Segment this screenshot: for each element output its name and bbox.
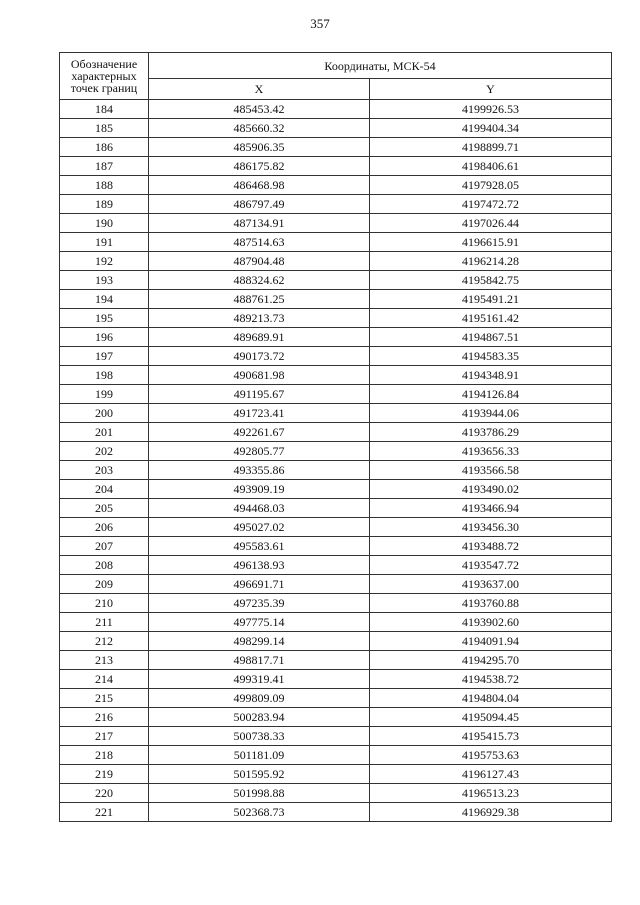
point-number-cell: 190 — [60, 214, 149, 233]
y-coordinate-cell: 4194295.70 — [370, 651, 612, 670]
table-row — [60, 233, 612, 252]
point-number-cell: 197 — [60, 347, 149, 366]
y-coordinate-cell: 4193547.72 — [370, 556, 612, 575]
table-row — [60, 727, 612, 746]
table-row — [60, 765, 612, 784]
y-coordinate-cell: 4194804.04 — [370, 689, 612, 708]
point-number-cell: 188 — [60, 176, 149, 195]
table-row — [60, 176, 612, 195]
point-number-cell: 191 — [60, 233, 149, 252]
point-number-cell: 186 — [60, 138, 149, 157]
x-coordinate-cell: 485453.42 — [149, 100, 370, 119]
table-row — [60, 214, 612, 233]
point-number-cell: 192 — [60, 252, 149, 271]
table-row — [60, 575, 612, 594]
table-row — [60, 746, 612, 765]
x-coordinate-cell: 487134.91 — [149, 214, 370, 233]
y-coordinate-cell: 4197026.44 — [370, 214, 612, 233]
table-row — [60, 651, 612, 670]
y-coordinate-cell: 4194126.84 — [370, 385, 612, 404]
x-coordinate-cell: 486468.98 — [149, 176, 370, 195]
point-number-cell: 208 — [60, 556, 149, 575]
x-coordinate-cell: 496138.93 — [149, 556, 370, 575]
y-coordinate-cell: 4194348.91 — [370, 366, 612, 385]
x-coordinate-cell: 491195.67 — [149, 385, 370, 404]
x-coordinate-cell: 497235.39 — [149, 594, 370, 613]
point-number-cell: 211 — [60, 613, 149, 632]
y-coordinate-cell: 4194091.94 — [370, 632, 612, 651]
table-row — [60, 613, 612, 632]
table-row — [60, 518, 612, 537]
y-coordinate-cell: 4198406.61 — [370, 157, 612, 176]
y-coordinate-cell: 4196929.38 — [370, 803, 612, 822]
page-number: 357 — [310, 16, 330, 31]
x-coordinate-cell: 491723.41 — [149, 404, 370, 423]
y-coordinate-cell: 4193490.02 — [370, 480, 612, 499]
x-coordinate-cell: 497775.14 — [149, 613, 370, 632]
x-coordinate-cell: 492261.67 — [149, 423, 370, 442]
table-row — [60, 689, 612, 708]
y-coordinate-cell: 4195415.73 — [370, 727, 612, 746]
y-coordinate-cell: 4193786.29 — [370, 423, 612, 442]
point-number-cell: 202 — [60, 442, 149, 461]
point-number-cell: 201 — [60, 423, 149, 442]
x-coordinate-cell: 495583.61 — [149, 537, 370, 556]
point-number-cell: 210 — [60, 594, 149, 613]
x-coordinate-cell: 486175.82 — [149, 157, 370, 176]
y-coordinate-cell: 4195094.45 — [370, 708, 612, 727]
point-number-cell: 189 — [60, 195, 149, 214]
x-coordinate-cell: 501181.09 — [149, 746, 370, 765]
x-coordinate-cell: 489689.91 — [149, 328, 370, 347]
header-row-1 — [60, 53, 612, 79]
y-coordinate-cell: 4194538.72 — [370, 670, 612, 689]
x-coordinate-cell: 488324.62 — [149, 271, 370, 290]
table-row — [60, 100, 612, 119]
table-row — [60, 347, 612, 366]
point-number-cell: 198 — [60, 366, 149, 385]
coordinates-table — [59, 52, 612, 822]
point-number-cell: 215 — [60, 689, 149, 708]
point-number-cell: 200 — [60, 404, 149, 423]
table-row — [60, 328, 612, 347]
y-coordinate-cell: 4195842.75 — [370, 271, 612, 290]
point-number-cell: 207 — [60, 537, 149, 556]
y-coordinate-cell: 4194583.35 — [370, 347, 612, 366]
y-coordinate-cell: 4193902.60 — [370, 613, 612, 632]
table-row — [60, 442, 612, 461]
table-row — [60, 594, 612, 613]
table-row — [60, 404, 612, 423]
y-coordinate-cell: 4193456.30 — [370, 518, 612, 537]
x-coordinate-cell: 500283.94 — [149, 708, 370, 727]
point-number-cell: 204 — [60, 480, 149, 499]
table-row — [60, 803, 612, 822]
x-coordinate-cell: 492805.77 — [149, 442, 370, 461]
y-coordinate-cell: 4195161.42 — [370, 309, 612, 328]
point-number-cell: 199 — [60, 385, 149, 404]
table-row — [60, 670, 612, 689]
y-coordinate-cell: 4196214.28 — [370, 252, 612, 271]
y-coordinate-cell: 4198899.71 — [370, 138, 612, 157]
coordinates-header: Координаты, МСК-54 — [149, 53, 612, 79]
table-row — [60, 309, 612, 328]
x-coordinate-cell: 490681.98 — [149, 366, 370, 385]
y-coordinate-cell: 4196127.43 — [370, 765, 612, 784]
y-coordinate-cell: 4196615.91 — [370, 233, 612, 252]
table-row — [60, 461, 612, 480]
y-coordinate-cell: 4193944.06 — [370, 404, 612, 423]
x-coordinate-cell: 496691.71 — [149, 575, 370, 594]
y-coordinate-cell: 4193566.58 — [370, 461, 612, 480]
y-coordinate-cell: 4193488.72 — [370, 537, 612, 556]
x-coordinate-cell: 494468.03 — [149, 499, 370, 518]
y-coordinate-cell: 4193637.00 — [370, 575, 612, 594]
table-row — [60, 480, 612, 499]
table-row — [60, 290, 612, 309]
x-coordinate-cell: 502368.73 — [149, 803, 370, 822]
table-row — [60, 632, 612, 651]
y-coordinate-cell: 4195753.63 — [370, 746, 612, 765]
x-coordinate-cell: 487904.48 — [149, 252, 370, 271]
table-row — [60, 252, 612, 271]
x-coordinate-cell: 499809.09 — [149, 689, 370, 708]
point-designation-header: Обозначение характерных точек границ — [60, 53, 149, 100]
table-row — [60, 708, 612, 727]
point-number-cell: 217 — [60, 727, 149, 746]
point-number-cell: 206 — [60, 518, 149, 537]
y-coordinate-cell: 4196513.23 — [370, 784, 612, 803]
y-coordinate-cell: 4199404.34 — [370, 119, 612, 138]
point-number-cell: 212 — [60, 632, 149, 651]
x-coordinate-cell: 493355.86 — [149, 461, 370, 480]
point-number-cell: 195 — [60, 309, 149, 328]
point-number-cell: 218 — [60, 746, 149, 765]
point-number-cell: 209 — [60, 575, 149, 594]
x-coordinate-cell: 495027.02 — [149, 518, 370, 537]
x-coordinate-cell: 500738.33 — [149, 727, 370, 746]
y-coordinate-cell: 4197928.05 — [370, 176, 612, 195]
table-row — [60, 423, 612, 442]
point-number-cell: 213 — [60, 651, 149, 670]
point-number-cell: 221 — [60, 803, 149, 822]
x-coordinate-cell: 487514.63 — [149, 233, 370, 252]
y-coordinate-cell: 4199926.53 — [370, 100, 612, 119]
table-row — [60, 271, 612, 290]
table-row — [60, 556, 612, 575]
table-row — [60, 499, 612, 518]
point-number-cell: 193 — [60, 271, 149, 290]
x-coordinate-cell: 490173.72 — [149, 347, 370, 366]
x-coordinate-cell: 488761.25 — [149, 290, 370, 309]
point-number-cell: 220 — [60, 784, 149, 803]
y-column-header: Y — [370, 79, 612, 100]
table-row — [60, 195, 612, 214]
table-row — [60, 366, 612, 385]
y-coordinate-cell: 4194867.51 — [370, 328, 612, 347]
table-row — [60, 138, 612, 157]
point-number-cell: 184 — [60, 100, 149, 119]
point-number-cell: 185 — [60, 119, 149, 138]
point-number-cell: 187 — [60, 157, 149, 176]
x-coordinate-cell: 499319.41 — [149, 670, 370, 689]
x-coordinate-cell: 489213.73 — [149, 309, 370, 328]
table-row — [60, 385, 612, 404]
point-number-cell: 194 — [60, 290, 149, 309]
x-coordinate-cell: 501998.88 — [149, 784, 370, 803]
table-row — [60, 784, 612, 803]
x-column-header: X — [149, 79, 370, 100]
x-coordinate-cell: 493909.19 — [149, 480, 370, 499]
y-coordinate-cell: 4193760.88 — [370, 594, 612, 613]
table-row — [60, 157, 612, 176]
point-number-cell: 203 — [60, 461, 149, 480]
y-coordinate-cell: 4193466.94 — [370, 499, 612, 518]
x-coordinate-cell: 498817.71 — [149, 651, 370, 670]
y-coordinate-cell: 4193656.33 — [370, 442, 612, 461]
y-coordinate-cell: 4195491.21 — [370, 290, 612, 309]
table-row — [60, 119, 612, 138]
point-number-cell: 196 — [60, 328, 149, 347]
table-body — [60, 100, 612, 822]
point-number-cell: 205 — [60, 499, 149, 518]
point-number-cell: 214 — [60, 670, 149, 689]
table-row — [60, 537, 612, 556]
x-coordinate-cell: 485660.32 — [149, 119, 370, 138]
x-coordinate-cell: 498299.14 — [149, 632, 370, 651]
point-number-cell: 219 — [60, 765, 149, 784]
x-coordinate-cell: 486797.49 — [149, 195, 370, 214]
y-coordinate-cell: 4197472.72 — [370, 195, 612, 214]
x-coordinate-cell: 485906.35 — [149, 138, 370, 157]
point-number-cell: 216 — [60, 708, 149, 727]
x-coordinate-cell: 501595.92 — [149, 765, 370, 784]
